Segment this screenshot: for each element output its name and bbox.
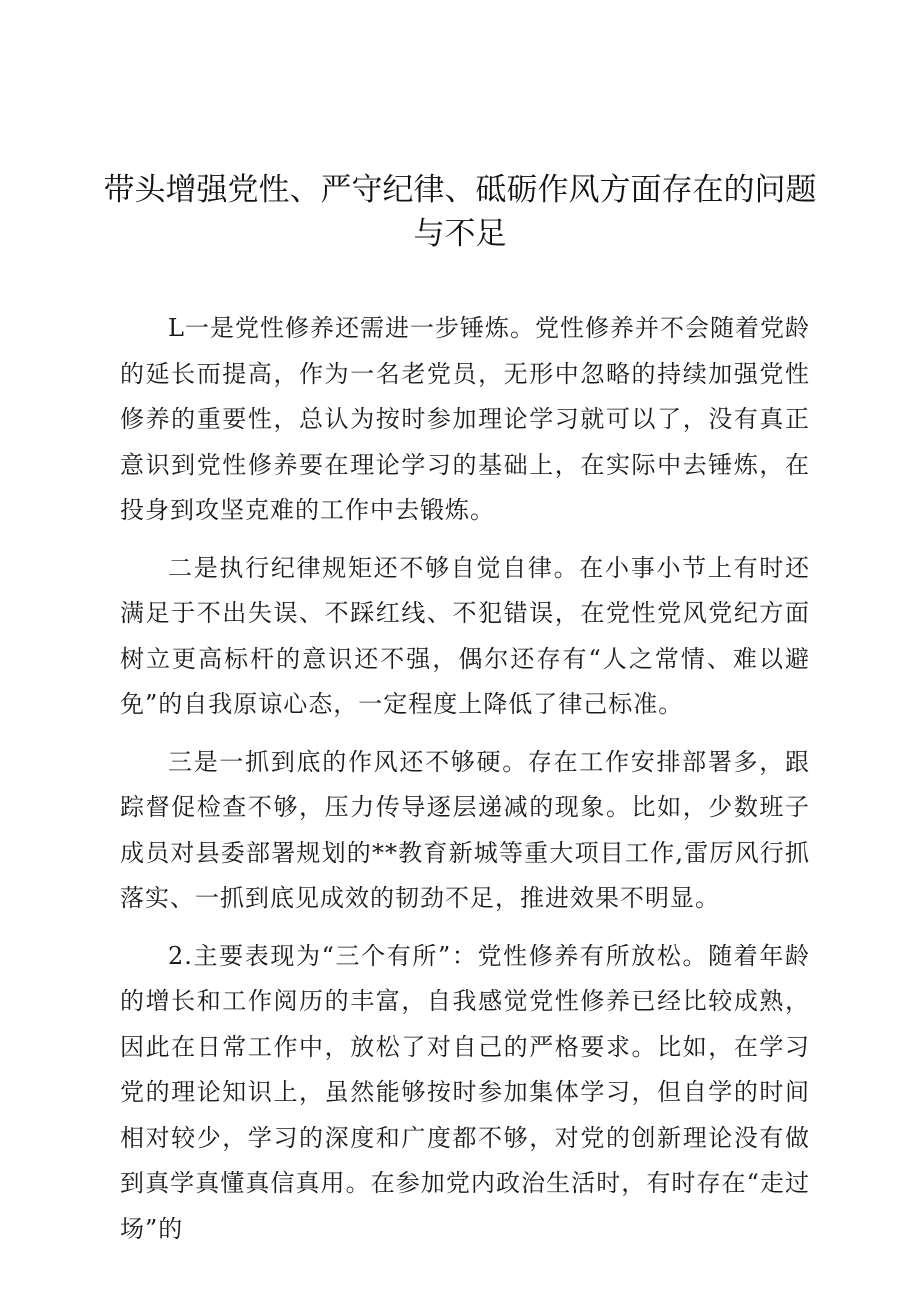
document-title: 带头增强党性、严守纪律、砥砺作风方面存在的问题与不足 bbox=[103, 172, 817, 252]
paragraph-three-aspects: 2.主要表现为“三个有所”：党性修养有所放松。随着年龄的增长和工作阅历的丰富，自我感觉党性修养已经比较成熟，因此在日常工作中，放松了对自己的严格要求。比如，在学习党的理论知识上，虽然能够按时参加集体学习，但自学的时间相对较少，学习的深度和广度都不够，对党的创新理论没有做到真学真懂真信真用。在参加党内政治生活时，有时存在“走过场”的 bbox=[120, 941, 810, 1243]
document-body bbox=[120, 306, 810, 1264]
paragraph-party-spirit: L一是党性修养还需进一步锤炼。党性修养并不会随着党龄的延长而提高，作为一名老党员，无形中忽略的持续加强党性修养的重要性，总认为按时参加理论学习就可以了，没有真正意识到党性修养要在理论学习的基础上，在实际中去锤炼，在投身到攻坚克难的工作中去锻炼。 bbox=[120, 314, 810, 524]
paragraph-work-style: 三是一抓到底的作风还不够硬。存在工作安排部署多，跟踪督促检查不够，压力传导逐层递减的现象。比如，少数班子成员对县委部署规划的**教育新城等重大项目工作,雷厉风行抓落实、一抓到底见成效的韧劲不足，推进效果不明显。 bbox=[120, 747, 810, 912]
paragraph-discipline: 二是执行纪律规矩还不够自觉自律。在小事小节上有时还满足于不出失误、不踩红线、不犯错误，在党性党风党纪方面树立更高标杆的意识还不强，偶尔还存有“人之常情、难以避免”的自我原谅心态，一定程度上降低了律己标准。 bbox=[120, 553, 810, 718]
